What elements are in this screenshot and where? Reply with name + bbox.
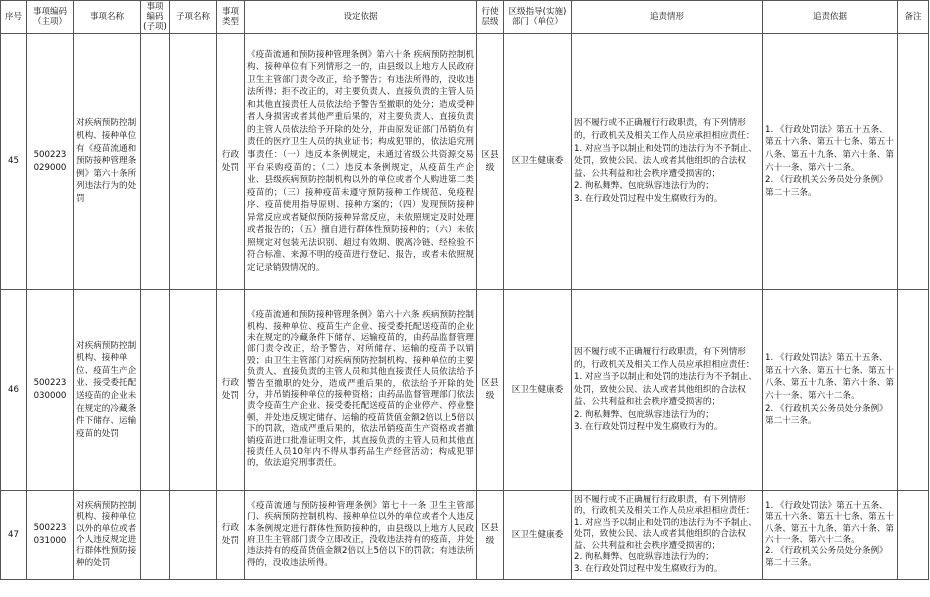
cell-note	[898, 34, 929, 290]
cell-note	[898, 491, 929, 580]
cell-pursuit: 因不履行或不正确履行行政职责，有下列情形的，行政机关及相关工作人员应承担相应责任： 1. 对应当予以制止和处罚的违法行为不予制止、处罚，致使公民、法人或者其他组织的合法权益、公共利益和社会秩序遭受损害的； 2. 徇私舞弊、包庇纵容违法行为的； 3. 在行政处罚过程中发生腐败行为的。	[572, 34, 763, 290]
cell-type: 行政 处罚	[217, 34, 245, 290]
cell-pursuit: 因不履行或不正确履行行政职责，有下列情形的，行政机关及相关工作人员应承担相应责任： 1. 对应当予以制止和处罚的违法行为不予制止、处罚，致使公民、法人或者其他组织的合法权益、公共利益和社会秩序遭受损害的； 2. 徇私舞弊、包庇纵容违法行为的； 3. 在行政处罚过程中发生腐败行为的。	[572, 290, 763, 491]
header-dept: 区级指导(实施) 部门（单位）	[504, 1, 572, 34]
cell-pursuit-basis: 1. 《行政处罚法》第五十五条、第五十六条、第五十七条、第五十八条、第五十九条、第六十条、第六十一条、第六十二条。 2. 《行政机关公务员处分条例》第二十三条。	[763, 34, 898, 290]
cell-dept: 区卫生健康委	[504, 491, 572, 580]
cell-seq: 46	[1, 290, 27, 491]
cell-code-main: 500223 030000	[27, 290, 74, 491]
cell-basis: 《疫苗流通与预防接种管理条例》第七十一条 卫生主管部门、疾病预防控制机构、接种单位以外的单位或者个人违反本条例规定进行群体性预防接种的，由县级以上地方人民政府卫生主管部门责令立即改正，没收违法持有的疫苗，并处违法持有的疫苗货值金额2倍以上5倍以下的罚款；有违法所得的，没收违法所得。	[245, 491, 477, 580]
cell-sub-name	[170, 491, 217, 580]
cell-name: 对疾病预防控制机构、接种单位有《疫苗流通和预防接种管理条例》第六十条所列违法行为的处罚	[74, 34, 141, 290]
cell-sub-name	[170, 290, 217, 491]
cell-level: 区县 级	[477, 34, 504, 290]
cell-pursuit-basis: 1. 《行政处罚法》第五十五条、第五十六条、第五十七条、第五十八条、第五十九条、第六十条、第六十一条、第六十二条。 2. 《行政机关公务员处分条例》第二十三条。	[763, 491, 898, 580]
table-row	[1, 34, 929, 290]
header-note: 备注	[898, 1, 929, 34]
cell-pursuit-basis: 1. 《行政处罚法》第五十五条、第五十六条、第五十七条、第五十八条、第五十九条、第六十条、第六十一条、第六十二条。 2. 《行政机关公务员处分条例》第二十三条。	[763, 290, 898, 491]
cell-type: 行政 处罚	[217, 290, 245, 491]
cell-code-sub	[141, 34, 170, 290]
cell-code-main: 500223 031000	[27, 491, 74, 580]
header-level: 行使 层级	[477, 1, 504, 34]
cell-level: 区县 级	[477, 290, 504, 491]
cell-name: 对疾病预防控制机构、接种单位、疫苗生产企业、接受委托配送疫苗的企业未在规定的冷藏条件下储存、运输疫苗的处罚	[74, 290, 141, 491]
table-row	[1, 290, 929, 491]
cell-pursuit: 因不履行或不正确履行行政职责，有下列情形的，行政机关及相关工作人员应承担相应责任： 1. 对应当予以制止和处罚的违法行为不予制止、处罚，致使公民、法人或者其他组织的合法权益、公共利益和社会秩序遭受损害的； 2. 徇私舞弊、包庇纵容违法行为的； 3. 在行政处罚过程中发生腐败行为的。	[572, 491, 763, 580]
header-type: 事项 类型	[217, 1, 245, 34]
header-sub-name: 子项名称	[170, 1, 217, 34]
cell-type: 行政 处罚	[217, 491, 245, 580]
cell-note	[898, 290, 929, 491]
cell-seq: 47	[1, 491, 27, 580]
cell-dept: 区卫生健康委	[504, 34, 572, 290]
cell-level: 区县 级	[477, 491, 504, 580]
table-row	[1, 491, 929, 580]
cell-dept: 区卫生健康委	[504, 290, 572, 491]
cell-basis: 《疫苗流通和预防接种管理条例》第六十条 疾病预防控制机构、接种单位有下列情形之一的，由县级以上地方人民政府卫生主管部门责令改正，给予警告；有违法所得的，没收违法所得；拒不改正的，对主要负责人、直接负责的主管人员和其他直接责任人员依法给予警告至撤职的处分；造成受种者人身损害或者其他严重后果的，对主要负责人、直接负责的主管人员依法给予开除的处分，并由原发证部门吊销负有责任的医疗卫生人员的执业证书；构成犯罪的，依法追究刑事责任：（一）违反本条例规定，未通过省级公共资源交易平台采购疫苗的；（二）违反本条例规定，从疫苗生产企业、县级疾病预防控制机构以外的单位或者个人购进第二类疫苗的；（三）接种疫苗未遵守预防接种工作规范、免疫程序、疫苗使用指导原则、接种方案的；（四）发现预防接种异常反应或者疑似预防接种异常反应，未依照规定及时处理或者报告的；（五）擅自进行群体性预防接种的；（六）未依照规定对包装无法识别、超过有效期、脱离冷链、经检验不符合标准、来源不明的疫苗进行登记、报告，或者未依照规定记录销毁情况的。	[245, 34, 477, 290]
cell-basis: 《疫苗流通和预防接种管理条例》第六十六条 疾病预防控制机构、接种单位、疫苗生产企业、接受委托配送疫苗的企业未在规定的冷藏条件下储存、运输疫苗的，由药品监督管理部门责令改正，给予警告，对所储存、运输的疫苗予以销毁；由卫生主管部门对疾病预防控制机构、接种单位的主要负责人、直接负责的主管人员和其他直接责任人员依法给予警告至撤职的处分，造成严重后果的，依法给予开除的处分，并吊销接种单位的接种资格；由药品监督管理部门依法责令疫苗生产企业、接受委托配送疫苗的企业停产、停业整顿，并处违反规定储存、运输的疫苗货值金额2倍以上5倍以下的罚款，造成严重后果的，依法吊销疫苗生产资格或者撤销疫苗进口批准证明文件，其直接负责的主管人员和其他直接责任人员10年内不得从事药品生产经营活动；构成犯罪的，依法追究刑事责任。	[245, 290, 477, 491]
header-pursuit: 追责情形	[572, 1, 763, 34]
cell-code-sub	[141, 491, 170, 580]
header-pursuit-basis: 追责依据	[763, 1, 898, 34]
header-code-main: 事项编码 （主项）	[27, 1, 74, 34]
cell-code-sub	[141, 290, 170, 491]
cell-code-main: 500223 029000	[27, 34, 74, 290]
header-name: 事项名称	[74, 1, 141, 34]
header-basis: 设定依据	[245, 1, 477, 34]
header-code-sub: 事项编码 (子项)	[141, 1, 170, 34]
cell-name: 对疾病预防控制机构、接种单位以外的单位或者个人违反规定进行群体性预防接种的处罚	[74, 491, 141, 580]
header-row	[1, 1, 929, 34]
cell-sub-name	[170, 34, 217, 290]
cell-seq: 45	[1, 34, 27, 290]
header-seq: 序号	[1, 1, 27, 34]
